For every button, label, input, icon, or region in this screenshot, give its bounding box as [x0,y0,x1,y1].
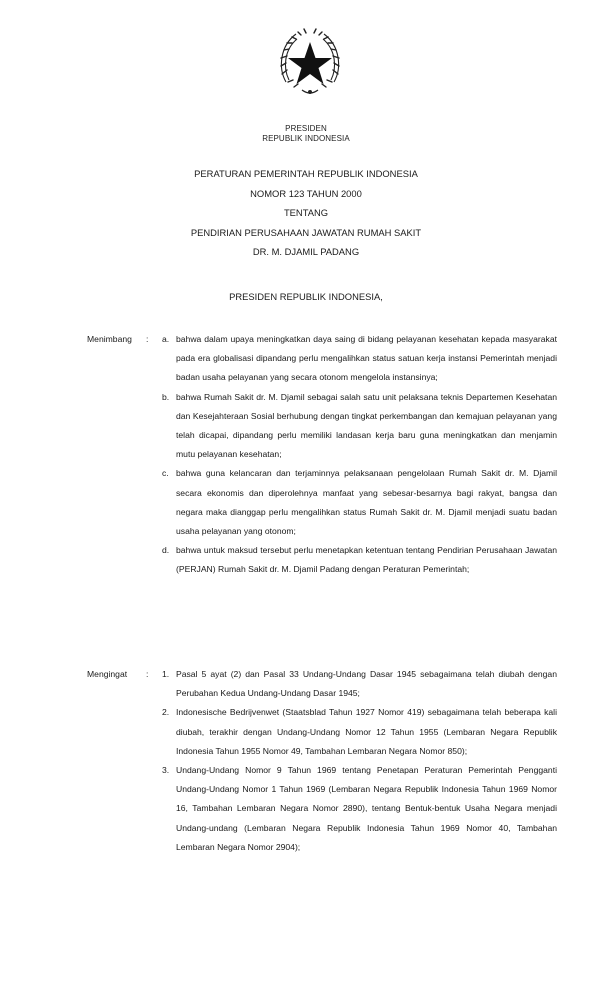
list-item [162,541,557,579]
list-item [162,665,557,703]
item-marker: c. [162,468,169,479]
document-title [0,164,612,262]
item-marker: d. [162,545,170,556]
item-marker: 2. [162,707,170,718]
section-menimbang [87,330,557,580]
letterhead-insignia [0,124,612,144]
section-mengingat [87,665,557,857]
list-item [162,464,557,541]
section-label: Mengingat [87,669,128,679]
title-line-subject-2: DR. M. DJAMIL PADANG [252,246,360,257]
item-text: Pasal 5 ayat (2) dan Pasal 33 Undang-Undang Dasar 1945 sebagaimana telah diubah dengan Perubahan Kedua Undang-Undang Dasar 1945; [176,669,557,699]
title-line-about: TENTANG [283,207,329,218]
item-marker: 1. [162,669,170,679]
item-text: bahwa guna kelancaran dan terjaminnya pelaksanaan pengelolaan Rumah Sakit dr. M. Djamil secara ekonomis dan diperolehnya manfaat yang sebesar-besarnya bagi rakyat, bangsa dan negara maka dianggap perlu mengalihkan status Rumah Sakit dr. M. Djamil menjadi suatu badan usaha pelayanan yang otonom; [176,468,557,537]
insignia-line-1: PRESIDEN [285,124,327,133]
section-label: Menimbang [87,334,132,344]
insignia-line-2: REPUBLIK INDONESIA [262,134,350,143]
item-text: Undang-Undang Nomor 9 Tahun 1969 tentang Penetapan Peraturan Pemerintah Pengganti Undang-Undang Nomor 1 Tahun 1969 (Lembaran Negara Republik Indonesia Tahun 1969 Nomor 16, Tambahan Lembaran Negara Nomor 2890), tentang Bentuk-bentuk Usaha Negara menjadi Undang-undang (Lembaran Negara Republik Indonesia Tahun 1969 Nomor 40, Tambahan Lembaran Negara Nomor 2904); [176,765,557,852]
title-line-number: NOMOR 123 TAHUN 2000 [250,187,362,199]
item-text: Indonesische Bedrijvenwet (Staatsblad Tahun 1927 Nomor 419) sebagaimana telah beberapa kali diubah, terakhir dengan Undang-Undang Nomor 12 Tahun 1955 (Lembaran Negara Republik Indonesia Tahun 1955 Nomor 49, Tambahan Lembaran Negara Nomor 850); [176,707,557,756]
list-item [162,388,557,465]
list-item [162,703,557,761]
item-marker: b. [162,391,170,402]
item-text: bahwa Rumah Sakit dr. M. Djamil sebagai salah satu unit pelaksana teknis Departemen Kesehatan dan Kesejahteraan Sosial berhubung dengan tingkat perkembangan dan kemajuan pelayanan yang telah dicapai, dipandang perlu memiliki landasan kerja baru guna meningkatkan dan menjamin mutu pelayanan kesehatan; [176,391,557,460]
item-text: bahwa untuk maksud tersebut perlu menetapkan ketentuan tentang Pendirian Perusahaan Jawatan (PERJAN) Rumah Sakit dr. M. Djamil Padang dengan Peraturan Pemerintah; [176,545,557,575]
title-line-subject: PENDIRIAN PERUSAHAAN JAWATAN RUMAH SAKIT [190,226,422,238]
section-colon: : [146,334,149,344]
title-line-regulation: PERATURAN PEMERINTAH REPUBLIK INDONESIA [194,168,418,179]
item-marker: 3. [162,765,170,776]
item-text: bahwa dalam upaya meningkatkan daya saing di bidang pelayanan kesehatan kepada masyarakat pada era globalisasi dipandang perlu mengalihkan status satuan kerja instansi Pemerintah menjadi badan usaha pelayanan yang secara otonom mengelola instansinya; [176,334,557,383]
item-marker: a. [162,334,170,344]
list-item [162,761,557,857]
garuda-star-emblem-icon [276,22,344,110]
section-colon: : [146,669,149,679]
preamble: PRESIDEN REPUBLIK INDONESIA, [229,291,383,302]
list-item [162,330,557,388]
